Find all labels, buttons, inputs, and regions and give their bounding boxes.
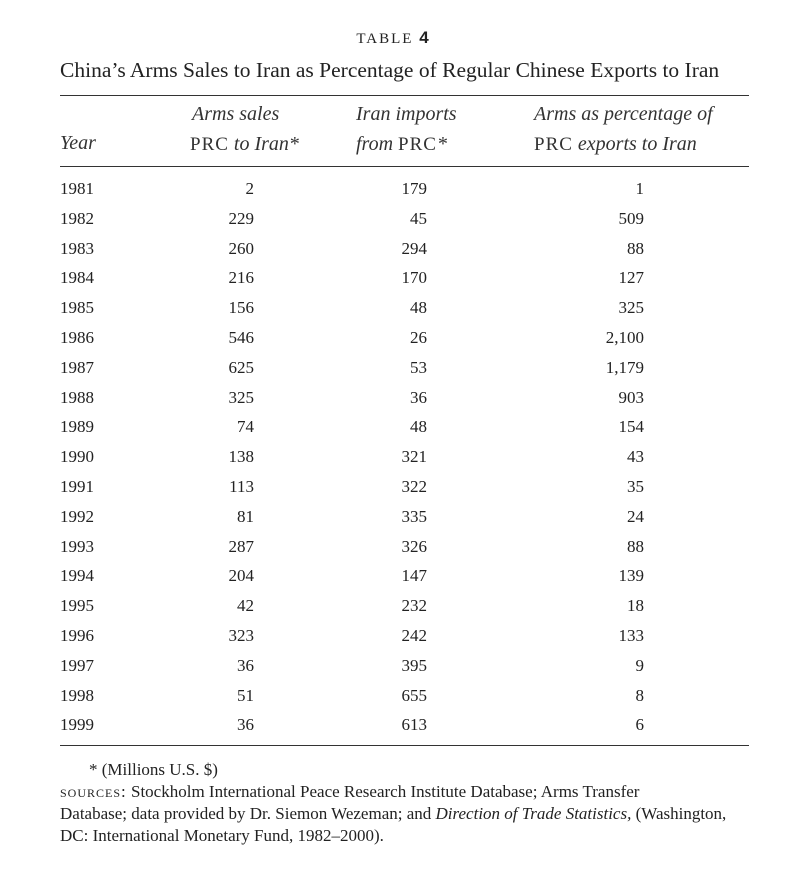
- row-arms-sales: 625: [228, 358, 254, 377]
- row-year: 1996: [60, 626, 94, 645]
- row-arms-sales: 156: [228, 298, 254, 317]
- header-imports-pre: from: [356, 133, 399, 155]
- row-iran-imports: 170: [401, 268, 427, 287]
- footnote: * (Millions U.S. $): [89, 760, 218, 779]
- header-pct-line1: Arms as percentage of: [534, 103, 713, 125]
- row-iran-imports: 242: [401, 626, 427, 645]
- row-arms-sales: 138: [228, 447, 254, 466]
- row-year: 1998: [60, 686, 94, 705]
- row-arms-percentage: 8: [635, 686, 644, 705]
- header-arms-rest: to Iran*: [228, 133, 299, 155]
- row-year: 1986: [60, 328, 94, 347]
- row-year: 1988: [60, 388, 94, 407]
- row-iran-imports: 26: [410, 328, 427, 347]
- sources-text2-post: (Washington,: [631, 804, 727, 823]
- row-year: 1984: [60, 268, 94, 287]
- row-iran-imports: 232: [401, 596, 427, 615]
- table-label-word: TABLE: [356, 31, 414, 47]
- header-rule: [60, 166, 749, 167]
- header-imports-prc: PRC: [398, 134, 437, 155]
- row-arms-sales: 2: [245, 179, 254, 198]
- header-imports-line1: Iran imports: [356, 103, 457, 125]
- row-arms-sales: 216: [228, 268, 254, 287]
- sources-text2-italic: Direction of Trade Statistics,: [435, 804, 632, 823]
- row-arms-sales: 36: [237, 656, 254, 675]
- row-iran-imports: 36: [410, 388, 427, 407]
- header-imports-post: *: [436, 133, 447, 155]
- row-arms-sales: 323: [228, 626, 254, 645]
- header-pct-prc: PRC: [534, 134, 573, 155]
- row-arms-sales: 36: [237, 715, 254, 734]
- bottom-rule: [60, 745, 749, 746]
- row-arms-percentage: 43: [627, 447, 644, 466]
- top-rule: [60, 95, 749, 96]
- row-arms-percentage: 133: [618, 626, 644, 645]
- row-arms-sales: 546: [228, 328, 254, 347]
- row-year: 1994: [60, 566, 94, 585]
- row-iran-imports: 326: [401, 537, 427, 556]
- row-iran-imports: 48: [410, 298, 427, 317]
- row-arms-sales: 81: [237, 507, 254, 526]
- row-arms-percentage: 2,100: [605, 328, 644, 347]
- row-year: 1987: [60, 358, 94, 377]
- row-arms-percentage: 325: [618, 298, 644, 317]
- row-iran-imports: 655: [401, 686, 427, 705]
- row-year: 1999: [60, 715, 94, 734]
- row-arms-percentage: 6: [635, 715, 644, 734]
- row-arms-sales: 74: [237, 417, 254, 436]
- row-arms-percentage: 139: [618, 566, 644, 585]
- header-pct-rest: exports to Iran: [572, 133, 697, 155]
- row-year: 1981: [60, 179, 94, 198]
- row-year: 1991: [60, 477, 94, 496]
- row-arms-sales: 260: [228, 239, 254, 258]
- row-iran-imports: 613: [401, 715, 427, 734]
- row-iran-imports: 179: [401, 179, 427, 198]
- row-arms-percentage: 1,179: [605, 358, 644, 377]
- row-iran-imports: 321: [401, 447, 427, 466]
- row-year: 1992: [60, 507, 94, 526]
- row-arms-sales: 51: [237, 686, 254, 705]
- header-imports-line2: [356, 133, 447, 156]
- row-arms-percentage: 18: [627, 596, 644, 615]
- row-year: 1982: [60, 209, 94, 228]
- row-arms-percentage: 88: [627, 239, 644, 258]
- row-year: 1990: [60, 447, 94, 466]
- table-label-number: 4: [419, 28, 429, 47]
- sources-label: sources:: [60, 782, 127, 801]
- table-label: [0, 28, 785, 48]
- row-year: 1997: [60, 656, 94, 675]
- row-year: 1985: [60, 298, 94, 317]
- header-arms-prc: PRC: [190, 134, 229, 155]
- row-iran-imports: 322: [401, 477, 427, 496]
- header-arms-line2: [190, 133, 299, 156]
- row-arms-percentage: 9: [635, 656, 644, 675]
- header-year: Year: [60, 132, 96, 154]
- header-pct-line2: [534, 133, 697, 156]
- row-arms-percentage: 903: [618, 388, 644, 407]
- row-year: 1989: [60, 417, 94, 436]
- row-arms-sales: 325: [228, 388, 254, 407]
- row-iran-imports: 53: [410, 358, 427, 377]
- row-iran-imports: 147: [401, 566, 427, 585]
- row-arms-sales: 287: [228, 537, 254, 556]
- row-year: 1995: [60, 596, 94, 615]
- sources-line1: [60, 782, 750, 802]
- row-arms-percentage: 35: [627, 477, 644, 496]
- row-arms-percentage: 1: [635, 179, 644, 198]
- sources-text2-pre: Database; data provided by Dr. Siemon Wezeman; and: [60, 804, 436, 823]
- sources-line3: DC: International Monetary Fund, 1982–2000).: [60, 826, 384, 845]
- row-arms-percentage: 24: [627, 507, 644, 526]
- row-iran-imports: 395: [401, 656, 427, 675]
- row-arms-sales: 113: [229, 477, 254, 496]
- table-title: China’s Arms Sales to Iran as Percentage of Regular Chinese Exports to Iran: [60, 58, 720, 82]
- row-arms-percentage: 88: [627, 537, 644, 556]
- header-arms-line1: Arms sales: [192, 103, 280, 125]
- row-arms-sales: 229: [228, 209, 254, 228]
- row-iran-imports: 45: [410, 209, 427, 228]
- row-arms-percentage: 509: [618, 209, 644, 228]
- row-iran-imports: 335: [401, 507, 427, 526]
- row-arms-percentage: 154: [618, 417, 644, 436]
- row-arms-sales: 204: [228, 566, 254, 585]
- sources-line2: [60, 804, 750, 824]
- row-arms-percentage: 127: [618, 268, 644, 287]
- row-iran-imports: 294: [401, 239, 427, 258]
- row-arms-sales: 42: [237, 596, 254, 615]
- row-year: 1983: [60, 239, 94, 258]
- row-year: 1993: [60, 537, 94, 556]
- sources-text1: Stockholm International Peace Research Institute Database; Arms Transfer: [126, 782, 640, 801]
- row-iran-imports: 48: [410, 417, 427, 436]
